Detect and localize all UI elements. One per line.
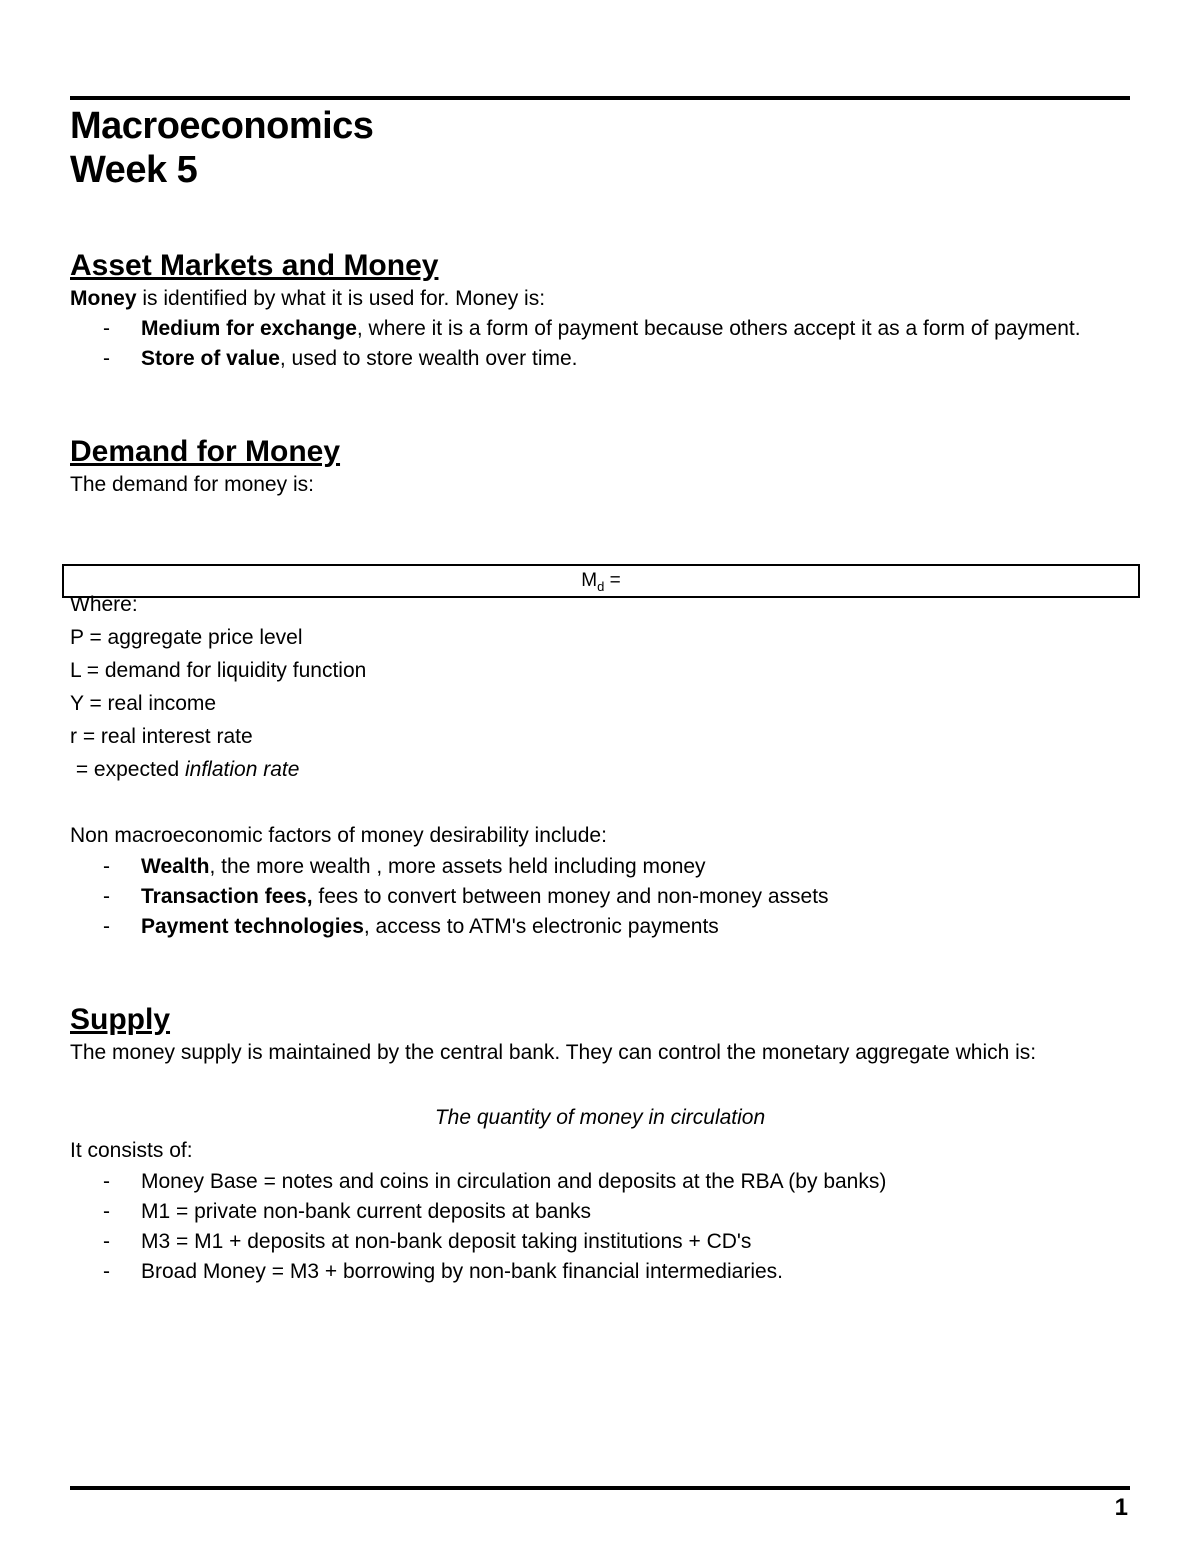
definition-p: P = aggregate price level xyxy=(70,626,303,649)
item-text: , where it is a form of payment because others accept it as a form of payment. xyxy=(356,317,1081,340)
list-item xyxy=(70,344,1130,374)
item-term: Wealth xyxy=(141,855,210,878)
title-line-2: Week 5 xyxy=(70,149,198,191)
list-item: - Broad Money = M3 + borrowing by non-bank financial intermediaries. xyxy=(70,1257,1130,1287)
formula-symbol: M xyxy=(581,570,598,591)
item-term: Store of value xyxy=(141,347,280,370)
asset-markets-intro xyxy=(70,284,1130,314)
item-term: Payment technologies xyxy=(141,915,364,938)
definition-r: r = real interest rate xyxy=(70,725,253,748)
heading-asset-markets: Asset Markets and Money xyxy=(70,249,439,282)
demand-intro: The demand for money is: xyxy=(70,473,314,496)
formula-equals: = xyxy=(604,570,621,591)
definition-l: L = demand for liquidity function xyxy=(70,659,367,682)
definition-y: Y = real income xyxy=(70,692,217,715)
factors-intro: Non macroeconomic factors of money desirability include: xyxy=(70,824,607,847)
page-number: 1 xyxy=(1114,1494,1128,1521)
heading-demand-for-money: Demand for Money xyxy=(70,435,341,468)
supply-intro: The money supply is maintained by the central bank. They can control the monetary aggregate which is: xyxy=(70,1041,1037,1064)
definition-expected-inflation xyxy=(70,753,1130,786)
list-item xyxy=(70,852,1130,882)
asset-markets-intro-text: is identified by what it is used for. Money is: xyxy=(136,287,546,310)
list-item xyxy=(70,912,1130,942)
consists-label: It consists of: xyxy=(70,1139,193,1162)
item-text: fees to convert between money and non-money assets xyxy=(312,885,829,908)
money-term: Money xyxy=(70,287,137,310)
factors-list xyxy=(70,852,1130,942)
where-label: Where: xyxy=(70,593,138,616)
item-term: Medium for exchange xyxy=(141,317,357,340)
bottom-rule xyxy=(70,1486,1130,1490)
document-body xyxy=(70,104,1130,1287)
money-demand-formula xyxy=(62,564,1140,598)
list-item xyxy=(70,882,1130,912)
list-item: - M3 = M1 + deposits at non-bank deposit taking institutions + CD's xyxy=(70,1227,1130,1257)
expected-term: inflation rate xyxy=(185,758,300,781)
item-text: , used to store wealth over time. xyxy=(279,347,578,370)
supply-definition: The quantity of money in circulation xyxy=(434,1106,766,1129)
list-item: - M1 = private non-bank current deposits at banks xyxy=(70,1197,1130,1227)
item-text: , access to ATM's electronic payments xyxy=(363,915,719,938)
expected-prefix: = expected xyxy=(70,758,185,781)
money-functions-list xyxy=(70,314,1130,374)
item-term: Transaction fees, xyxy=(141,885,313,908)
list-item: - Money Base = notes and coins in circulation and deposits at the RBA (by banks) xyxy=(70,1167,1130,1197)
item-text: , the more wealth , more assets held including money xyxy=(209,855,706,878)
formula-subscript: d xyxy=(597,578,605,594)
document-title xyxy=(70,104,1130,192)
title-line-1: Macroeconomics xyxy=(70,105,374,147)
top-rule xyxy=(70,96,1130,100)
list-item xyxy=(70,314,1130,344)
supply-components-list xyxy=(70,1167,1130,1287)
heading-supply: Supply xyxy=(70,1003,171,1036)
